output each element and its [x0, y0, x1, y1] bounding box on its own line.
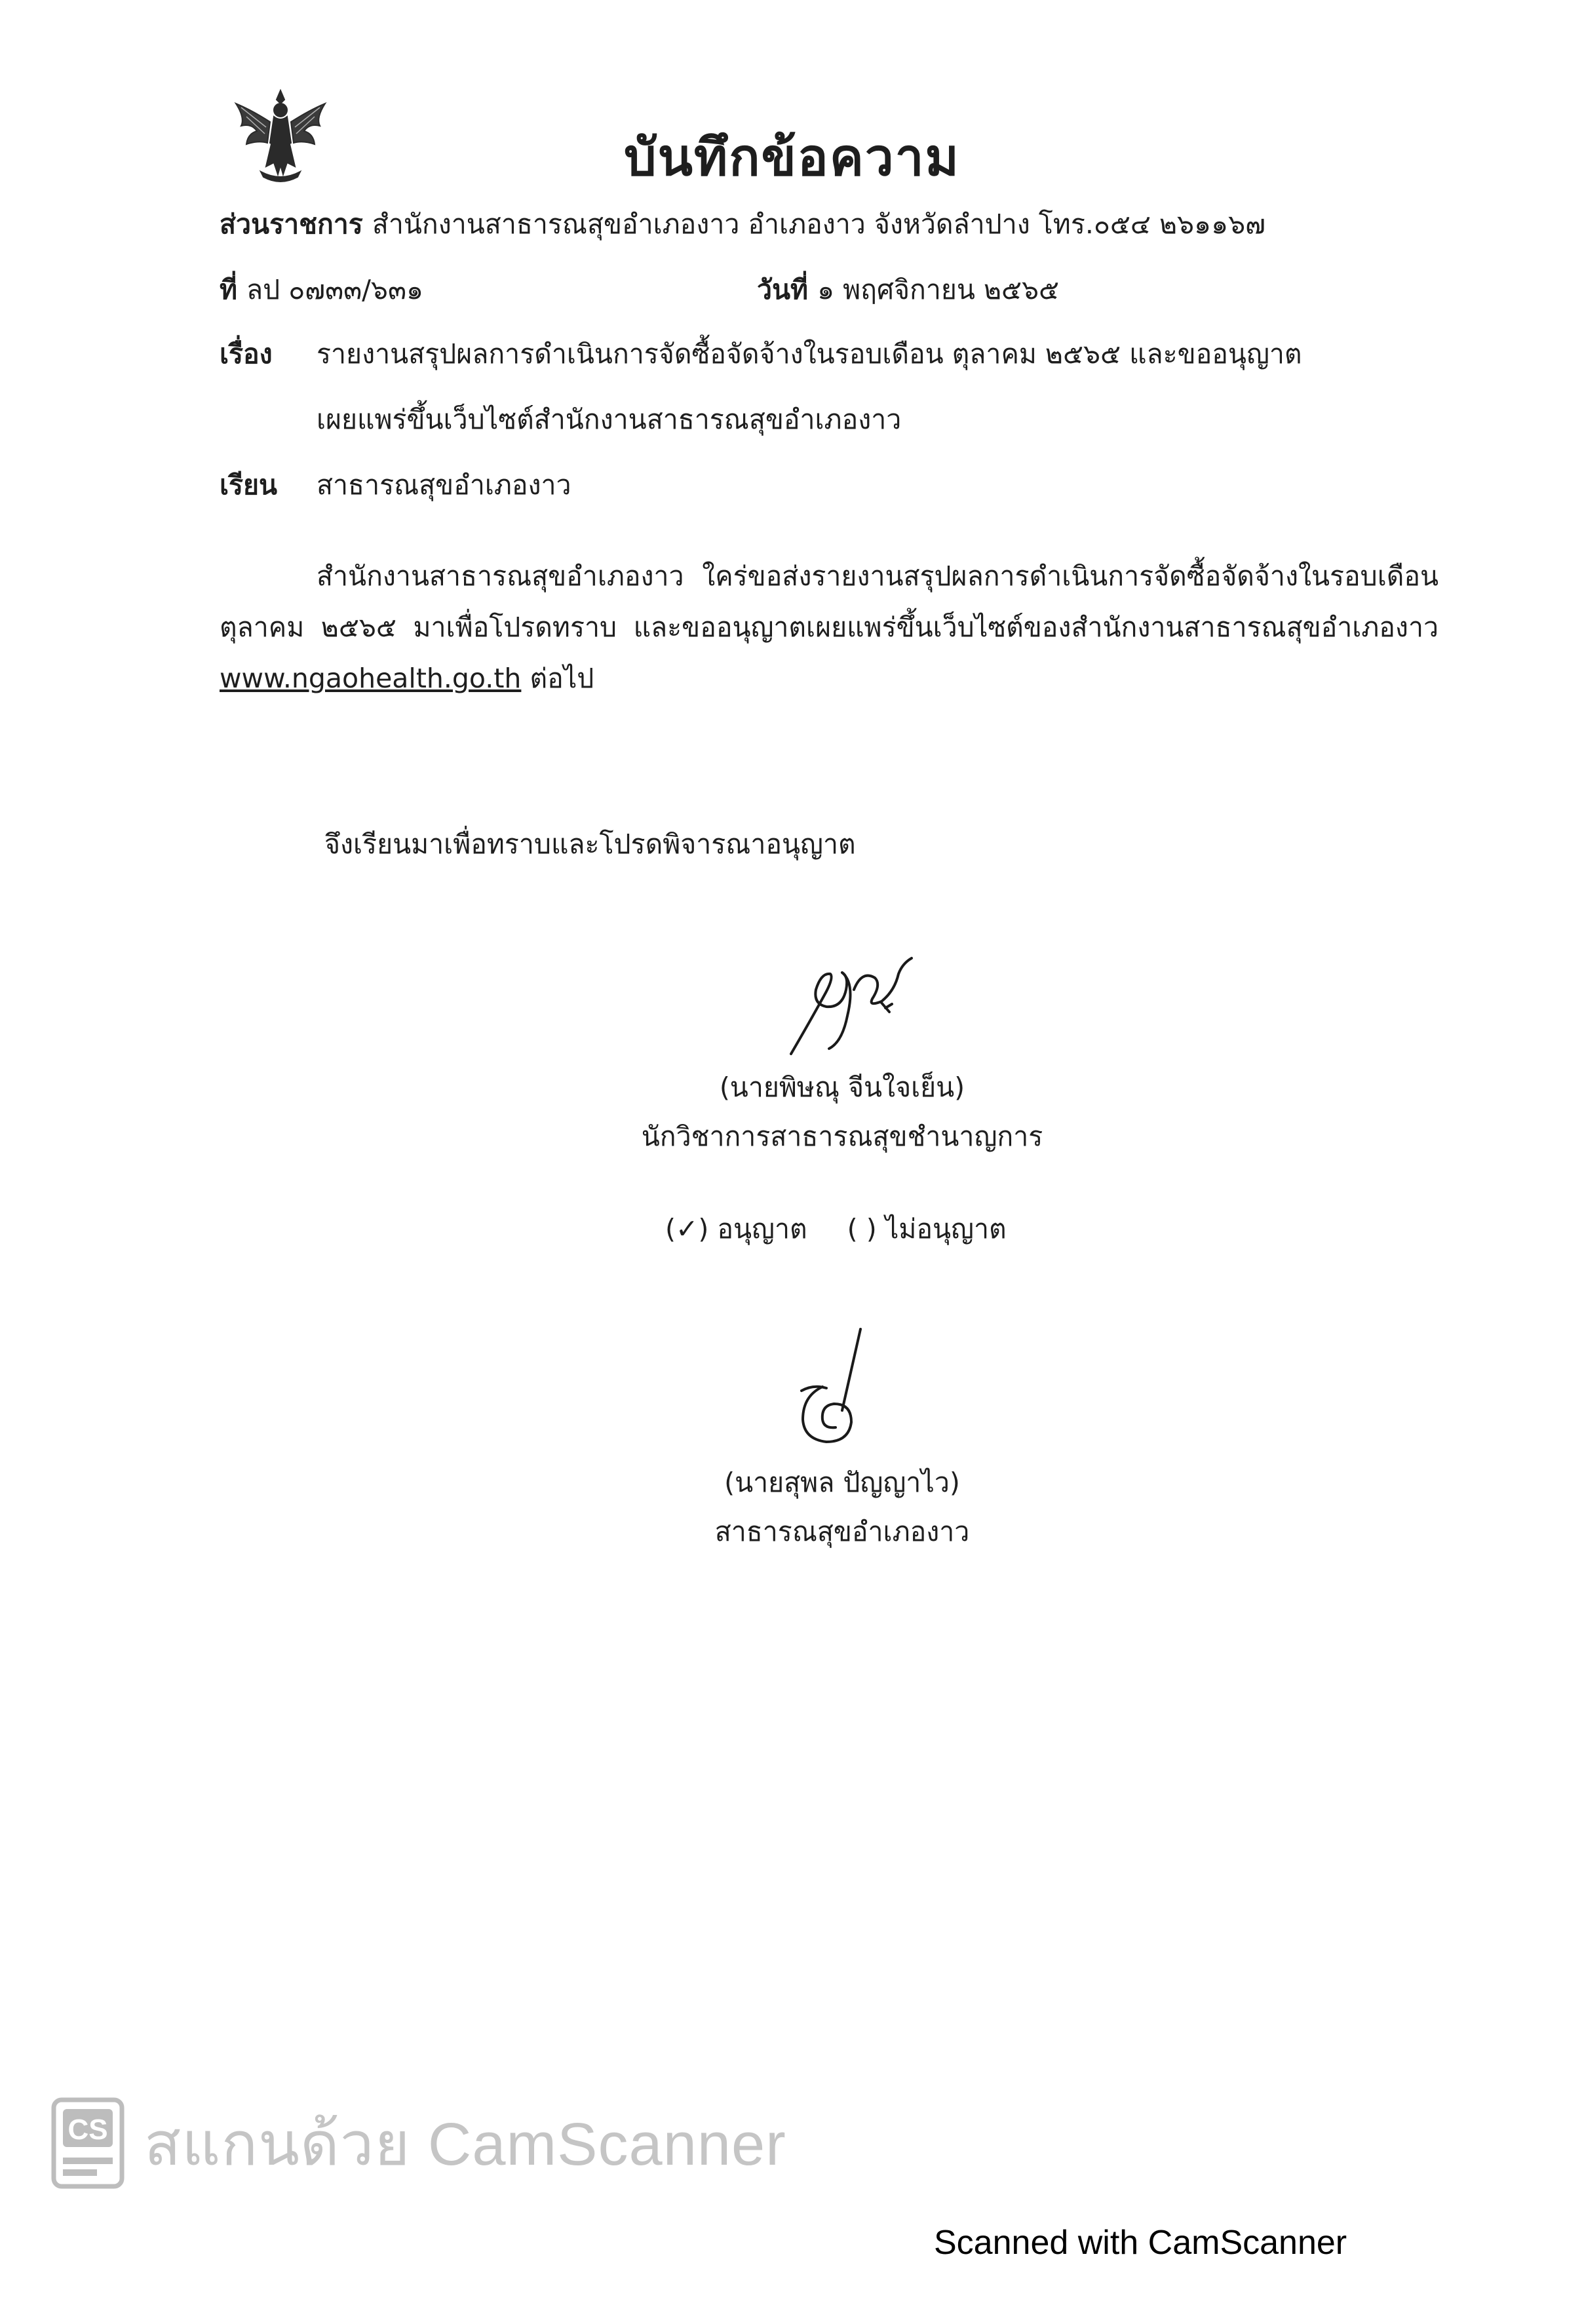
reference-line [220, 270, 423, 309]
recipient-label: เรียน [220, 469, 278, 501]
signature-1 [783, 944, 921, 1062]
not-approved-option: ( ) ไม่อนุญาต [847, 1213, 1007, 1245]
subject-line1: รายงานสรุปผลการดำเนินการจัดซื้อจัดจ้างในรอบเดือน ตุลาคม ๒๕๖๕ และขออนุญาต [317, 338, 1302, 370]
website-link[interactable]: www.ngaohealth.go.th [220, 663, 522, 694]
body-paragraph [220, 551, 1439, 704]
page-title: บันทึกข้อความ [624, 128, 960, 187]
approval-options [665, 1209, 1038, 1249]
signer1-name: (นายพิษณุ จีนใจเย็น) [719, 1072, 965, 1103]
date-line [757, 270, 1059, 309]
subject-label: เรื่อง [220, 338, 273, 370]
camscanner-logo-icon [51, 2097, 125, 2189]
date-label: วันที่ [757, 274, 809, 305]
signer2-position: สาธารณสุขอำเภองาว [714, 1516, 970, 1547]
agency-label: ส่วนราชการ [220, 208, 363, 240]
body-tail: ต่อไป [530, 663, 594, 694]
agency-line [220, 204, 1265, 244]
closing-text: จึงเรียนมาเพื่อทราบและโปรดพิจารณาอนุญาต [324, 828, 856, 860]
body-text: สำนักงานสาธารณสุขอำเภองาว ใคร่ขอส่งรายงานสรุปผลการดำเนินการจัดซื้อจัดจ้างในรอบเดือน ตุลาคม ๒๕๖๕ มาเพื่อโปรดทราบ และขออนุญาตเผยแพร่ขึ้นเว็บไซต์ของสำนักงานสาธารณสุขอำเภองาว [220, 560, 1439, 643]
camscanner-watermark [51, 2097, 786, 2189]
reference-value: ลป ๐๗๓๓/๖๓๑ [246, 274, 424, 305]
signer2-name: (นายสุพล ปัญญาไว) [724, 1467, 960, 1498]
signature-2 [783, 1324, 881, 1455]
recipient-line [220, 465, 571, 505]
approved-option: (✓) อนุญาต [665, 1213, 807, 1245]
recipient-value: สาธารณสุขอำเภองาว [317, 469, 571, 501]
subject-line [220, 334, 1302, 374]
reference-label: ที่ [220, 274, 238, 305]
watermark-text: สแกนด้วย CamScanner [144, 2110, 786, 2178]
agency-value: สำนักงานสาธารณสุขอำเภองาว อำเภองาว จังหวัดลำปาง โทร.๐๕๔ ๒๖๑๑๖๗ [372, 208, 1265, 240]
date-value: ๑ พฤศจิกายน ๒๕๖๕ [817, 274, 1060, 305]
signer1-position: นักวิชาการสาธารณสุขชำนาญการ [641, 1121, 1043, 1152]
subject-line2: เผยแพร่ขึ้นเว็บไซต์สำนักงานสาธารณสุขอำเภองาว [317, 404, 902, 435]
footer-scan-text: Scanned with CamScanner [934, 2224, 1347, 2262]
camscanner-logo-text: CS [68, 2114, 108, 2146]
